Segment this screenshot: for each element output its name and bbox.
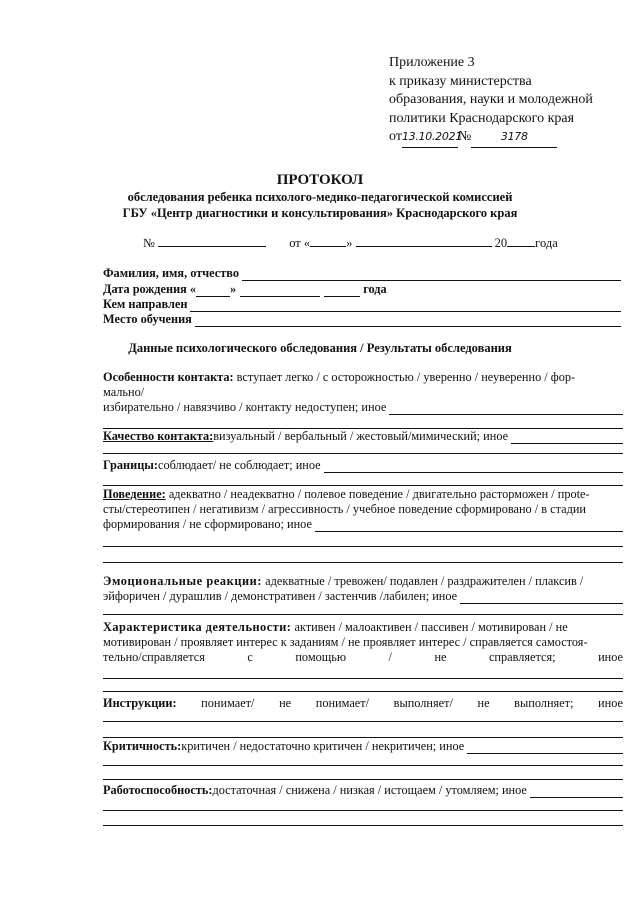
contact-block — [103, 370, 623, 415]
borders-other-field[interactable] — [324, 461, 623, 473]
activity-word-7: иное — [598, 650, 623, 664]
contact-other-field[interactable] — [389, 403, 623, 415]
contact-options-1: вступает легко / с осторожностью / уверенно / неуверенно / фор- — [233, 370, 576, 384]
birth-date-row — [103, 282, 387, 297]
activity-word-5: не — [434, 650, 447, 664]
contact-label: Особенности контакта: — [103, 370, 234, 384]
contact-quality-block — [103, 429, 623, 444]
instructions-word-6: выполняет; — [514, 696, 574, 710]
criticality-options: критичен / недостаточно критичен / некритичен; иное — [181, 739, 465, 753]
appendix-block — [389, 54, 634, 148]
protocol-subtitle-1: обследования ребенка психолого-медико-педагогической комиссией — [127, 190, 513, 204]
contact-quality-other-field[interactable] — [511, 432, 623, 444]
birth-date-label: Дата рождения « — [103, 282, 197, 296]
section-title: Данные психологического обследования / Результаты обследования — [128, 341, 512, 355]
study-place-field[interactable] — [195, 314, 621, 327]
behavior-options-1: адекватно / неадекватно / полевое поведение / двигательно расторможен / прote- — [165, 487, 590, 501]
fio-row — [103, 266, 621, 281]
contact-quality-options: визуальный / вербальный / жестовый/мимический; иное — [213, 429, 509, 443]
criticality-label: Критичность: — [103, 739, 182, 753]
activity-options-2: мотивирован / проявляет интерес к заданиям / не проявляет интерес / справляется самостоя- — [103, 635, 588, 649]
study-place-row — [103, 312, 621, 327]
criticality-extra-line-1[interactable] — [103, 765, 623, 766]
protocol-number-row — [143, 234, 558, 251]
protocol-month-field[interactable] — [356, 234, 492, 247]
instructions-word-4: выполняет/ — [393, 696, 453, 710]
appendix-from-prefix: от — [389, 129, 402, 144]
appendix-line-1: Приложение 3 — [389, 55, 475, 70]
birth-month-field[interactable] — [240, 284, 320, 297]
referred-row — [103, 297, 621, 312]
activity-block — [103, 620, 623, 665]
birth-date-quote: » — [230, 282, 237, 296]
order-date-handwritten: 13.10.2021 — [402, 128, 458, 148]
protocol-year-field[interactable] — [507, 234, 535, 247]
instructions-label: Инструкции: — [103, 696, 177, 710]
workability-label: Работоспособность: — [103, 783, 213, 797]
activity-extra-line-1[interactable] — [103, 678, 623, 679]
protocol-day-field[interactable] — [310, 234, 346, 247]
instructions-word-7: иное — [598, 696, 623, 710]
behavior-block — [103, 487, 623, 532]
behavior-extra-line-2[interactable] — [103, 562, 623, 563]
activity-options-1: активен / малоактивен / пассивен / мотивирован / не — [291, 620, 568, 634]
behavior-other-field[interactable] — [315, 520, 623, 532]
protocol-year-prefix: 20 — [494, 236, 508, 250]
appendix-line-3: образования, науки и молодежной — [389, 92, 593, 107]
activity-options-3 — [103, 650, 623, 665]
protocol-subtitle-2: ГБУ «Центр диагностики и консультирования» Краснодарского края — [122, 206, 518, 220]
activity-word-4: / — [388, 650, 392, 664]
appendix-line-4: политики Краснодарского края — [389, 110, 575, 126]
appendix-number-sign: № — [457, 129, 472, 144]
protocol-date-from-label: от « — [289, 236, 311, 250]
behavior-options-3: формирования / не сформировано; иное — [103, 517, 312, 531]
birth-year-suffix: года — [363, 282, 387, 296]
instructions-word-5: не — [477, 696, 490, 710]
workability-extra-line-1[interactable] — [103, 810, 623, 811]
contact-quality-extra-line[interactable] — [103, 453, 623, 454]
emotions-extra-line[interactable] — [103, 614, 623, 615]
protocol-number-sign: № — [143, 236, 155, 250]
criticality-extra-line-2[interactable] — [103, 779, 623, 780]
behavior-extra-line-1[interactable] — [103, 546, 623, 547]
workability-other-field[interactable] — [530, 786, 623, 798]
instructions-word-3: понимает/ — [315, 696, 370, 710]
appendix-line-2: к приказу министерства — [389, 73, 532, 89]
criticality-other-field[interactable] — [467, 742, 623, 754]
activity-word-1: тельно/справляется — [103, 650, 205, 664]
birth-day-field[interactable] — [196, 284, 230, 297]
instructions-extra-line-1[interactable] — [103, 721, 623, 722]
activity-word-6: справляется; — [488, 650, 556, 664]
instructions-extra-line-2[interactable] — [103, 737, 623, 738]
activity-word-3: помощью — [295, 650, 347, 664]
birth-year-field[interactable] — [324, 284, 360, 297]
contact-quality-label: Качество контакта: — [103, 429, 214, 443]
contact-options-3: избирательно / навязчиво / контакту недоступен; иное — [103, 400, 387, 414]
workability-options: достаточная / снижена / низкая / истощаем / утомляем; иное — [212, 783, 527, 797]
activity-word-2: с — [247, 650, 253, 664]
borders-block — [103, 458, 623, 473]
activity-label: Характеристика деятельности: — [103, 620, 292, 634]
appendix-date-line — [389, 128, 634, 148]
activity-extra-line-2[interactable] — [103, 691, 623, 692]
workability-block — [103, 783, 623, 798]
protocol-year-suffix: года — [535, 236, 558, 250]
referred-field[interactable] — [190, 299, 621, 312]
emotions-label: Эмоциональные реакции: — [103, 574, 263, 588]
order-number-handwritten: 3178 — [471, 128, 557, 148]
instructions-block — [103, 696, 623, 711]
emotions-other-field[interactable] — [460, 592, 623, 604]
workability-extra-line-2[interactable] — [103, 825, 623, 826]
instructions-word-2: не — [279, 696, 292, 710]
referred-label: Кем направлен — [103, 297, 188, 311]
protocol-title: ПРОТОКОЛ — [276, 172, 364, 188]
contact-options-2: мально/ — [103, 385, 145, 399]
criticality-block — [103, 739, 623, 754]
behavior-options-2: сты/стереотипен / негативизм / агрессивность / учебное поведение сформировано / в стадии — [103, 502, 586, 516]
emotions-options-2: эйфоричен / дурашлив / демонстративен / застенчив /лабилен; иное — [103, 589, 458, 603]
protocol-number-field[interactable] — [158, 234, 266, 247]
emotions-options-1: адекватные / тревожен/ подавлен / раздражителен / плаксив / — [262, 574, 584, 588]
instructions-word-1: понимает/ — [201, 696, 255, 710]
study-place-label: Место обучения — [103, 312, 192, 326]
emotions-block — [103, 574, 623, 604]
protocol-date-quote: » — [346, 236, 353, 250]
borders-extra-line[interactable] — [103, 485, 623, 486]
fio-field[interactable] — [242, 268, 621, 281]
fio-label: Фамилия, имя, отчество — [103, 266, 239, 280]
borders-label: Границы: — [103, 458, 158, 472]
borders-options: соблюдает/ не соблюдает; иное — [158, 458, 321, 472]
behavior-label: Поведение: — [103, 487, 166, 501]
